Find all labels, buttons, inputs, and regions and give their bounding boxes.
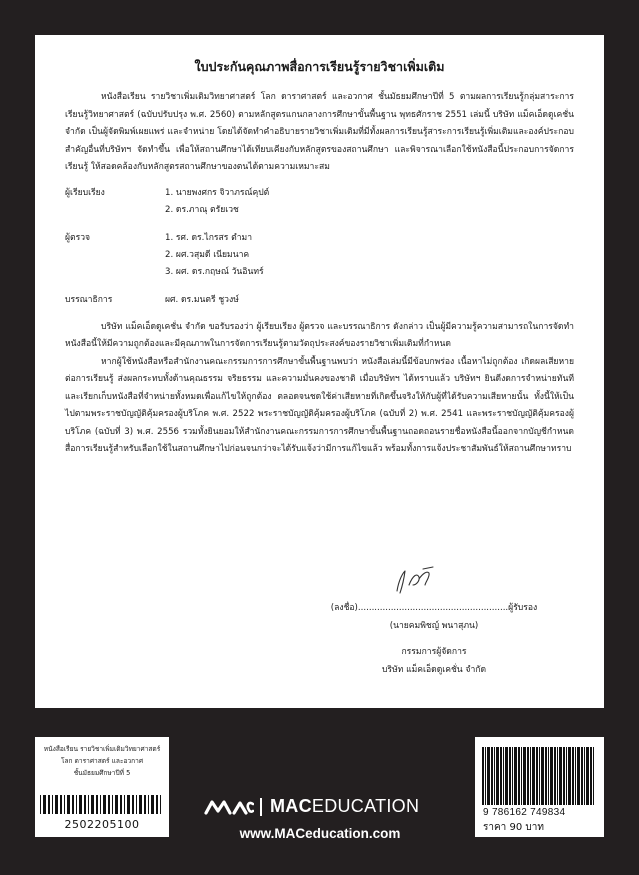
mac-logo-icon [204,799,254,815]
logo-divider [260,798,262,816]
barcode-bar [509,747,511,805]
barcode-bar [536,747,538,805]
credit-role-author: ผู้เรียบเรียง [65,187,105,198]
barcode-bar [96,795,98,814]
barcode-bar [514,747,517,805]
barcode-bar [559,747,562,805]
barcode-bar [40,795,41,814]
reviewer-name-1: 1. รศ. ดร.ไกรสร ตำมา [165,232,253,243]
signature-block [324,565,544,679]
logo-wordmark-bold: MAC [270,796,312,816]
reviewer-name-3: 3. ผศ. ดร.กฤษณ์ วันอินทร์ [165,266,264,277]
barcode-bar [527,747,529,805]
barcode-bar [67,795,70,814]
credit-editor [65,292,574,309]
barcode-bar [523,747,526,805]
barcode-bar [55,795,58,814]
credit-reviewer [65,230,574,281]
barcode-bar [76,795,77,814]
author-name-1: 1. นายพงศกร จิวาภรณ์คุปต์ [165,187,270,198]
price-label: ราคา 90 บาท [483,822,544,833]
book-label-line-3: ชั้นมัธยมศึกษาปีที่ 5 [73,769,131,777]
barcode-bar [539,747,540,805]
certificate-title: ใบประกันคุณภาพสื่อการเรียนรู้รายวิชาเพิ่มเติม [194,59,445,74]
barcode-bar [545,747,547,805]
website-url: www.MACeducation.com [239,826,401,841]
barcode-bar [144,795,146,814]
barcode-bar [485,747,486,805]
isbn-barcode-box [475,737,604,837]
barcode-bar [593,747,594,805]
barcode-bar [590,747,592,805]
barcode-bar [572,747,574,805]
barcode-bar [505,747,508,805]
barcode-bar [91,795,94,814]
logo-wordmark-rest: EDUCATION [311,796,420,816]
barcode-bar [160,795,161,814]
isbn-barcode [482,747,597,805]
barcode-bar [124,795,125,814]
credits-list [65,185,574,309]
sku-number: 2502205100 [64,818,140,831]
barcode-bar [566,747,567,805]
signer-title: กรรมการผู้จัดการ [401,647,467,657]
barcode-bar [541,747,544,805]
barcode-bar [575,747,576,805]
barcode-bar [563,747,565,805]
barcode-bar [548,747,549,805]
barcode-bar [103,795,106,814]
barcode-bar [132,795,134,814]
certificate-body-1: บริษัท แม็คเอ็ดดูเคชั่น จำกัด ขอรับรองว่า ผู้เรียบเรียง ผู้ตรวจ และบรรณาธิการ ดังกล่าว เป็นผู้มีความรู้ความสามารถในการจัดทำหนังสือนี้ให้มีความถูกต้องและมีคุณภาพในการจัดการเรียนรู้ตามวัตถุประสงค์ของรายวิชาเพิ่มเติมที่กำหนด [65,321,574,349]
barcode-bar [112,795,113,814]
credit-role-reviewer: ผู้ตรวจ [65,232,91,243]
barcode-bar [491,747,493,805]
barcode-bar [577,747,580,805]
barcode-bar [60,795,62,814]
barcode-bar [156,795,158,814]
barcode-bar [64,795,65,814]
barcode-bar [79,795,82,814]
barcode-bar [100,795,101,814]
signer-name: (นายคมพิชญ์ พนาสุภน) [389,621,479,631]
signature-image [324,565,544,599]
certificate-intro: หนังสือเรียน รายวิชาเพิ่มเติมวิทยาศาสตร์ โลก ดาราศาสตร์ และอวกาศ ชั้นมัธยมศึกษาปีที่ 5 ตามผลการเรียนรู้กลุ่มสาระการเรียนรู้วิทยาศาสตร์ (ฉบับปรับปรุง พ.ศ. 2560) ตามหลักสูตรแกนกลางการศึกษาขั้นพื้นฐาน พุทธศักราช 2551 เล่มนี้ บริษัท แม็คเอ็ดดูเคชั่น จำกัด เป็นผู้จัดพิมพ์เผยแพร่ และจำหน่าย โดยได้จัดทำคำอธิบายรายวิชาเพิ่มเติมที่มีทั้งผลการเรียนรู้สาระการเรียนรู้เพิ่มเติมและองค์ประกอบสำคัญอื่นที่บริษัทฯ จัดทำขึ้น เพื่อให้สถานศึกษาได้เทียบเคียงกับหลักสูตรของสถานศึกษา และพิจารณาเลือกใช้หนังสือนี้ประกอบการจัดการเรียนรู้ ให้สอดคล้องกับหลักสูตรสถานศึกษาของตนได้ตามความเหมาะสม [65,92,574,172]
certificate-body-2: หากผู้ใช้หนังสือหรือสำนักงานคณะกรรมการการศึกษาขั้นพื้นฐานพบว่า หนังสือเล่มนี้มีข้อบกพร่อง เนื้อหาไม่ถูกต้อง เกิดผลเสียหายต่อการเรียนรู้ ส่งผลกระทบทั้งด้านคุณธรรม จริยธรรม และความมั่นคงของชาติ เมื่อบริษัทฯ ได้ทราบแล้ว บริษัทฯ ยินดีงดการจำหน่ายทันที และเรียกเก็บหนังสือที่จำหน่ายทั้งหมดเพื่อแก้ไขให้ถูกต้อง ตลอดจนชดใช้ค่าเสียหายที่เกิดขึ้นจริงให้กับผู้ที่ได้รับความเสียหายนั้น ทั้งนี้ให้เป็นไปตามพระราชบัญญัติคุ้มครองผู้บริโภค พ.ศ. 2522 พระราชบัญญัติคุ้มครองผู้บริโภค (ฉบับที่ 2) พ.ศ. 2541 และพระราชบัญญัติคุ้มครองผู้บริโภค (ฉบับที่ 3) พ.ศ. 2556 รวมทั้งยินยอมให้สำนักงานคณะกรรมการการศึกษาขั้นพื้นฐานถอดถอนรายชื่อหนังสือนี้ออกจากบัญชีกำหนดสื่อการเรียนรู้สำหรับเลือกใช้ในสถานศึกษาไปก่อนจนกว่าจะได้รับแจ้งว่ามีการแก้ไขแล้ว พร้อมทั้งการแจ้งประชาสัมพันธ์ให้สถานศึกษาทราบ [65,356,574,454]
signature-line: (ลงชื่อ).......................................................ผู้รับรอง [330,603,538,613]
book-label-line-2: โลก ดาราศาสตร์ และอวกาศ [60,757,144,765]
barcode-bar [581,747,583,805]
barcode-bar [148,795,149,814]
signer-company: บริษัท แม็คเอ็ดดูเคชั่น จำกัด [381,665,487,675]
barcode-bar [487,747,490,805]
credit-author [65,185,574,219]
editor-name: ผศ. ดร.มนตรี ชูวงษ์ [165,294,239,305]
author-name-2: 2. ดร.ภาณุ ตรัยเวช [165,204,239,215]
barcode-bar [512,747,513,805]
barcode-bar [139,795,142,814]
barcode-bar [532,747,535,805]
barcode-bar [568,747,571,805]
barcode-bar [554,747,556,805]
barcode-bar [530,747,531,805]
barcode-bar [72,795,74,814]
sku-barcode [40,795,164,814]
barcode-bar [586,747,589,805]
barcode-bar [136,795,137,814]
barcode-bar [557,747,558,805]
barcode-bar [496,747,499,805]
barcode-bar [584,747,585,805]
credit-role-editor: บรรณาธิการ [65,294,113,305]
quality-certificate-panel [35,35,604,708]
barcode-bar [43,795,46,814]
barcode-bar [108,795,110,814]
barcode-bar [52,795,53,814]
barcode-bar [500,747,502,805]
barcode-bar [494,747,495,805]
barcode-bar [521,747,522,805]
barcode-bar [503,747,504,805]
barcode-bar [151,795,154,814]
barcode-bar [120,795,122,814]
barcode-bar [115,795,118,814]
mac-education-logo [204,796,419,817]
barcode-bar [84,795,86,814]
isbn-number: 9 786162 749834 [483,807,566,818]
barcode-bar [127,795,130,814]
book-label-line-1: หนังสือเรียน รายวิชาเพิ่มเติมวิทยาศาสตร์ [43,745,161,753]
barcode-bar [88,795,89,814]
logo-wordmark [270,796,419,817]
reviewer-name-2: 2. ผศ.วสุมดี เนียมนาค [165,249,250,260]
barcode-bar [482,747,484,805]
barcode-bar [518,747,520,805]
barcode-bar [550,747,553,805]
barcode-bar [48,795,50,814]
